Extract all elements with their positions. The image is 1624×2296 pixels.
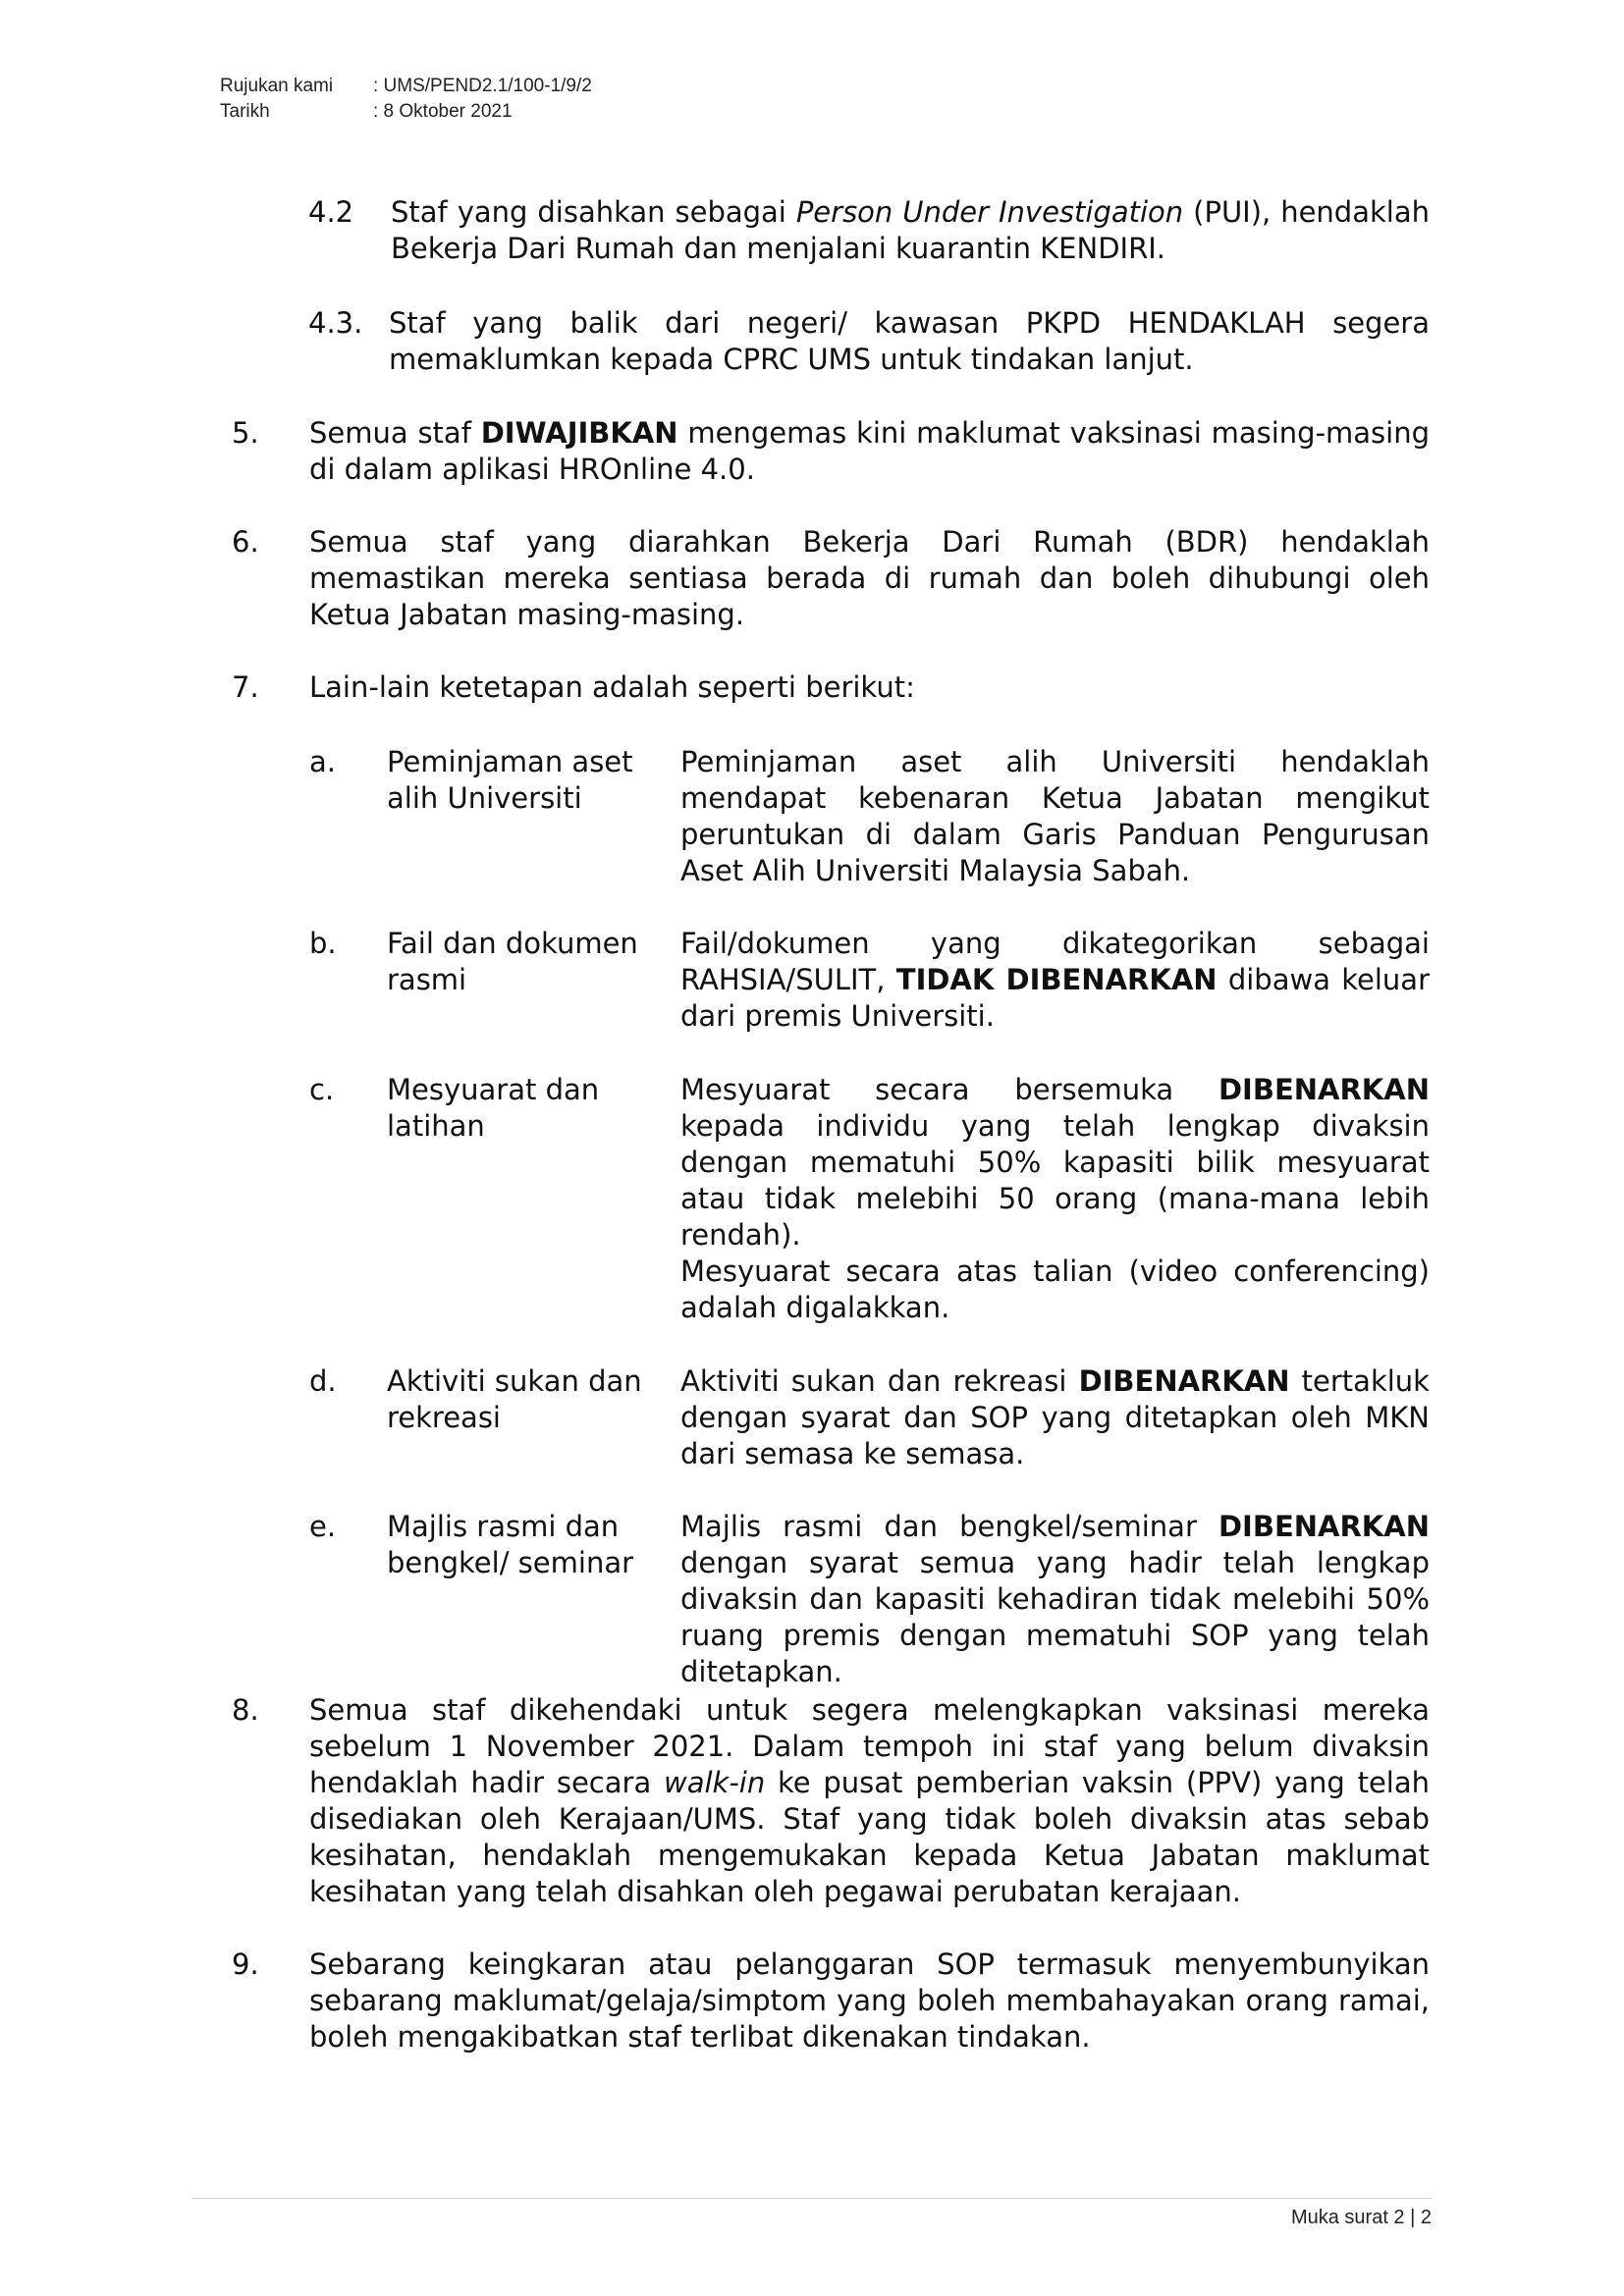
subitem-c-bold: DIBENARKAN bbox=[1218, 1073, 1430, 1106]
item-4-2-italic: Person Under Investigation bbox=[795, 195, 1184, 229]
subitem-d-bold: DIBENARKAN bbox=[1078, 1364, 1290, 1398]
subitem-e-title: Majlis rasmi dan bengkel/ seminar bbox=[387, 1510, 634, 1579]
item-6-text: Semua staf yang diarahkan Bekerja Dari Rumah (BDR) hendaklah memastikan mereka sentiasa berada di rumah dan boleh dihubungi oleh Ketua Jabatan masing-masing. bbox=[309, 525, 1430, 631]
subitem-d-title: Aktiviti sukan dan rekreasi bbox=[387, 1364, 642, 1434]
subitem-c-text bbox=[680, 1072, 1430, 1254]
item-5-text-end: mengemas kini maklumat vaksinasi masing-masing di dalam aplikasi HROnline 4.0. bbox=[309, 416, 1431, 486]
item-7-number: 7. bbox=[232, 670, 259, 704]
subitem-e-letter: e. bbox=[309, 1510, 337, 1543]
subitem-b-bold: TIDAK DIBENARKAN bbox=[895, 963, 1218, 996]
subitem-d-text-start: Aktiviti sukan dan rekreasi bbox=[680, 1364, 1079, 1398]
item-9-text: Sebarang keingkaran atau pelanggaran SOP termasuk menyembunyikan sebarang maklumat/gelaja/simptom yang boleh membahayakan orang ramai, boleh mengakibatkan staf terlibat dikenakan tindakan. bbox=[309, 1948, 1430, 2054]
subitem-a-title: Peminjaman aset alih Universiti bbox=[387, 745, 633, 815]
item-8-italic: walk-in bbox=[664, 1766, 766, 1799]
date-label: Tarikh bbox=[220, 101, 270, 122]
subitem-c-text-start: Mesyuarat secara bersemuka bbox=[680, 1073, 1218, 1106]
item-6-number: 6. bbox=[232, 525, 259, 559]
item-8-number: 8. bbox=[232, 1693, 259, 1727]
item-7-text: Lain-lain ketetapan adalah seperti berikut: bbox=[309, 670, 915, 704]
subitem-e-text-start: Majlis rasmi dan bengkel/seminar bbox=[680, 1510, 1218, 1543]
item-5-text-start: Semua staf bbox=[309, 416, 481, 450]
item-8-text bbox=[309, 1692, 1430, 1910]
subitem-a-text: Peminjaman aset alih Universiti hendaklah mendapat kebenaran Ketua Jabatan mengikut peruntukan di dalam Garis Panduan Pengurusan Aset Alih Universiti Malaysia Sabah. bbox=[680, 745, 1430, 887]
subitem-c-paragraph-2: Mesyuarat secara atas talian (video conferencing) adalah digalakkan. bbox=[680, 1255, 1430, 1324]
item-5-text bbox=[309, 415, 1430, 488]
item-4-2-text-end: (PUI), hendaklah Bekerja Dari Rumah dan menjalani kuarantin KENDIRI. bbox=[391, 195, 1430, 265]
subitem-d-letter: d. bbox=[309, 1364, 337, 1398]
subitem-a-letter: a. bbox=[309, 745, 336, 778]
reference-value: : UMS/PEND2.1/100-1/9/2 bbox=[373, 76, 592, 96]
item-5-number: 5. bbox=[232, 416, 259, 450]
subitem-b-letter: b. bbox=[309, 927, 337, 960]
reference-label: Rujukan kami bbox=[220, 76, 334, 96]
footer-divider bbox=[192, 2198, 1432, 2199]
subitem-e-text bbox=[680, 1509, 1430, 1690]
date-value: : 8 Oktober 2021 bbox=[373, 101, 513, 122]
subitem-b-text-start: Fail/dokumen yang dikategorikan sebagai RAHSIA/SULIT, bbox=[680, 927, 1430, 996]
item-4-2-text bbox=[391, 194, 1430, 267]
item-9-number: 9. bbox=[232, 1948, 259, 1981]
item-8-text-start: Semua staf dikehendaki untuk segera melengkapkan vaksinasi mereka sebelum 1 November 2021. Dalam tempoh ini staf yang belum divaksin hendaklah hadir secara bbox=[309, 1693, 1430, 1799]
page-number: Muka surat 2 | 2 bbox=[1290, 2207, 1432, 2228]
item-4-3-text: Staf yang balik dari negeri/ kawasan PKPD HENDAKLAH segera memaklumkan kepada CPRC UMS untuk tindakan lanjut. bbox=[389, 306, 1430, 376]
subitem-d-text bbox=[680, 1363, 1430, 1472]
subitem-b-title: Fail dan dokumen rasmi bbox=[387, 927, 638, 996]
date-row bbox=[220, 99, 592, 125]
subitem-e-text-end: dengan syarat semua yang hadir telah lengkap divaksin dan kapasiti kehadiran tidak melebihi 50% ruang premis dengan mematuhi SOP yang telah ditetapkan. bbox=[680, 1546, 1430, 1688]
subitem-c-text-end: kepada individu yang telah lengkap divaksin dengan mematuhi 50% kapasiti bilik mesyuarat atau tidak melebihi 50 orang (mana-mana lebih rendah). bbox=[680, 1109, 1430, 1252]
subitem-e-bold: DIBENARKAN bbox=[1218, 1510, 1430, 1543]
subitem-d-text-end: tertakluk dengan syarat dan SOP yang ditetapkan oleh MKN dari semasa ke semasa. bbox=[680, 1364, 1430, 1470]
item-4-2-number: 4.2 bbox=[308, 195, 354, 229]
item-8-text-end: ke pusat pemberian vaksin (PPV) yang telah disediakan oleh Kerajaan/UMS. Staf yang tidak boleh divaksin atas sebab kesihatan, hendaklah mengemukakan kepada Ketua Jabatan maklumat kesihatan yang telah disahkan oleh pegawai perubatan kerajaan. bbox=[309, 1766, 1431, 1908]
subitem-c-letter: c. bbox=[309, 1073, 335, 1106]
item-4-2-text-start: Staf yang disahkan sebagai bbox=[391, 195, 796, 229]
item-4-3-number: 4.3. bbox=[308, 306, 363, 340]
reference-header bbox=[220, 74, 592, 125]
subitem-b-text bbox=[680, 926, 1430, 1035]
subitem-b-text-end: dibawa keluar dari premis Universiti. bbox=[680, 963, 1430, 1033]
item-5-bold: DIWAJIBKAN bbox=[480, 416, 678, 450]
reference-row bbox=[220, 74, 592, 99]
subitem-c-title: Mesyuarat dan latihan bbox=[387, 1073, 600, 1143]
